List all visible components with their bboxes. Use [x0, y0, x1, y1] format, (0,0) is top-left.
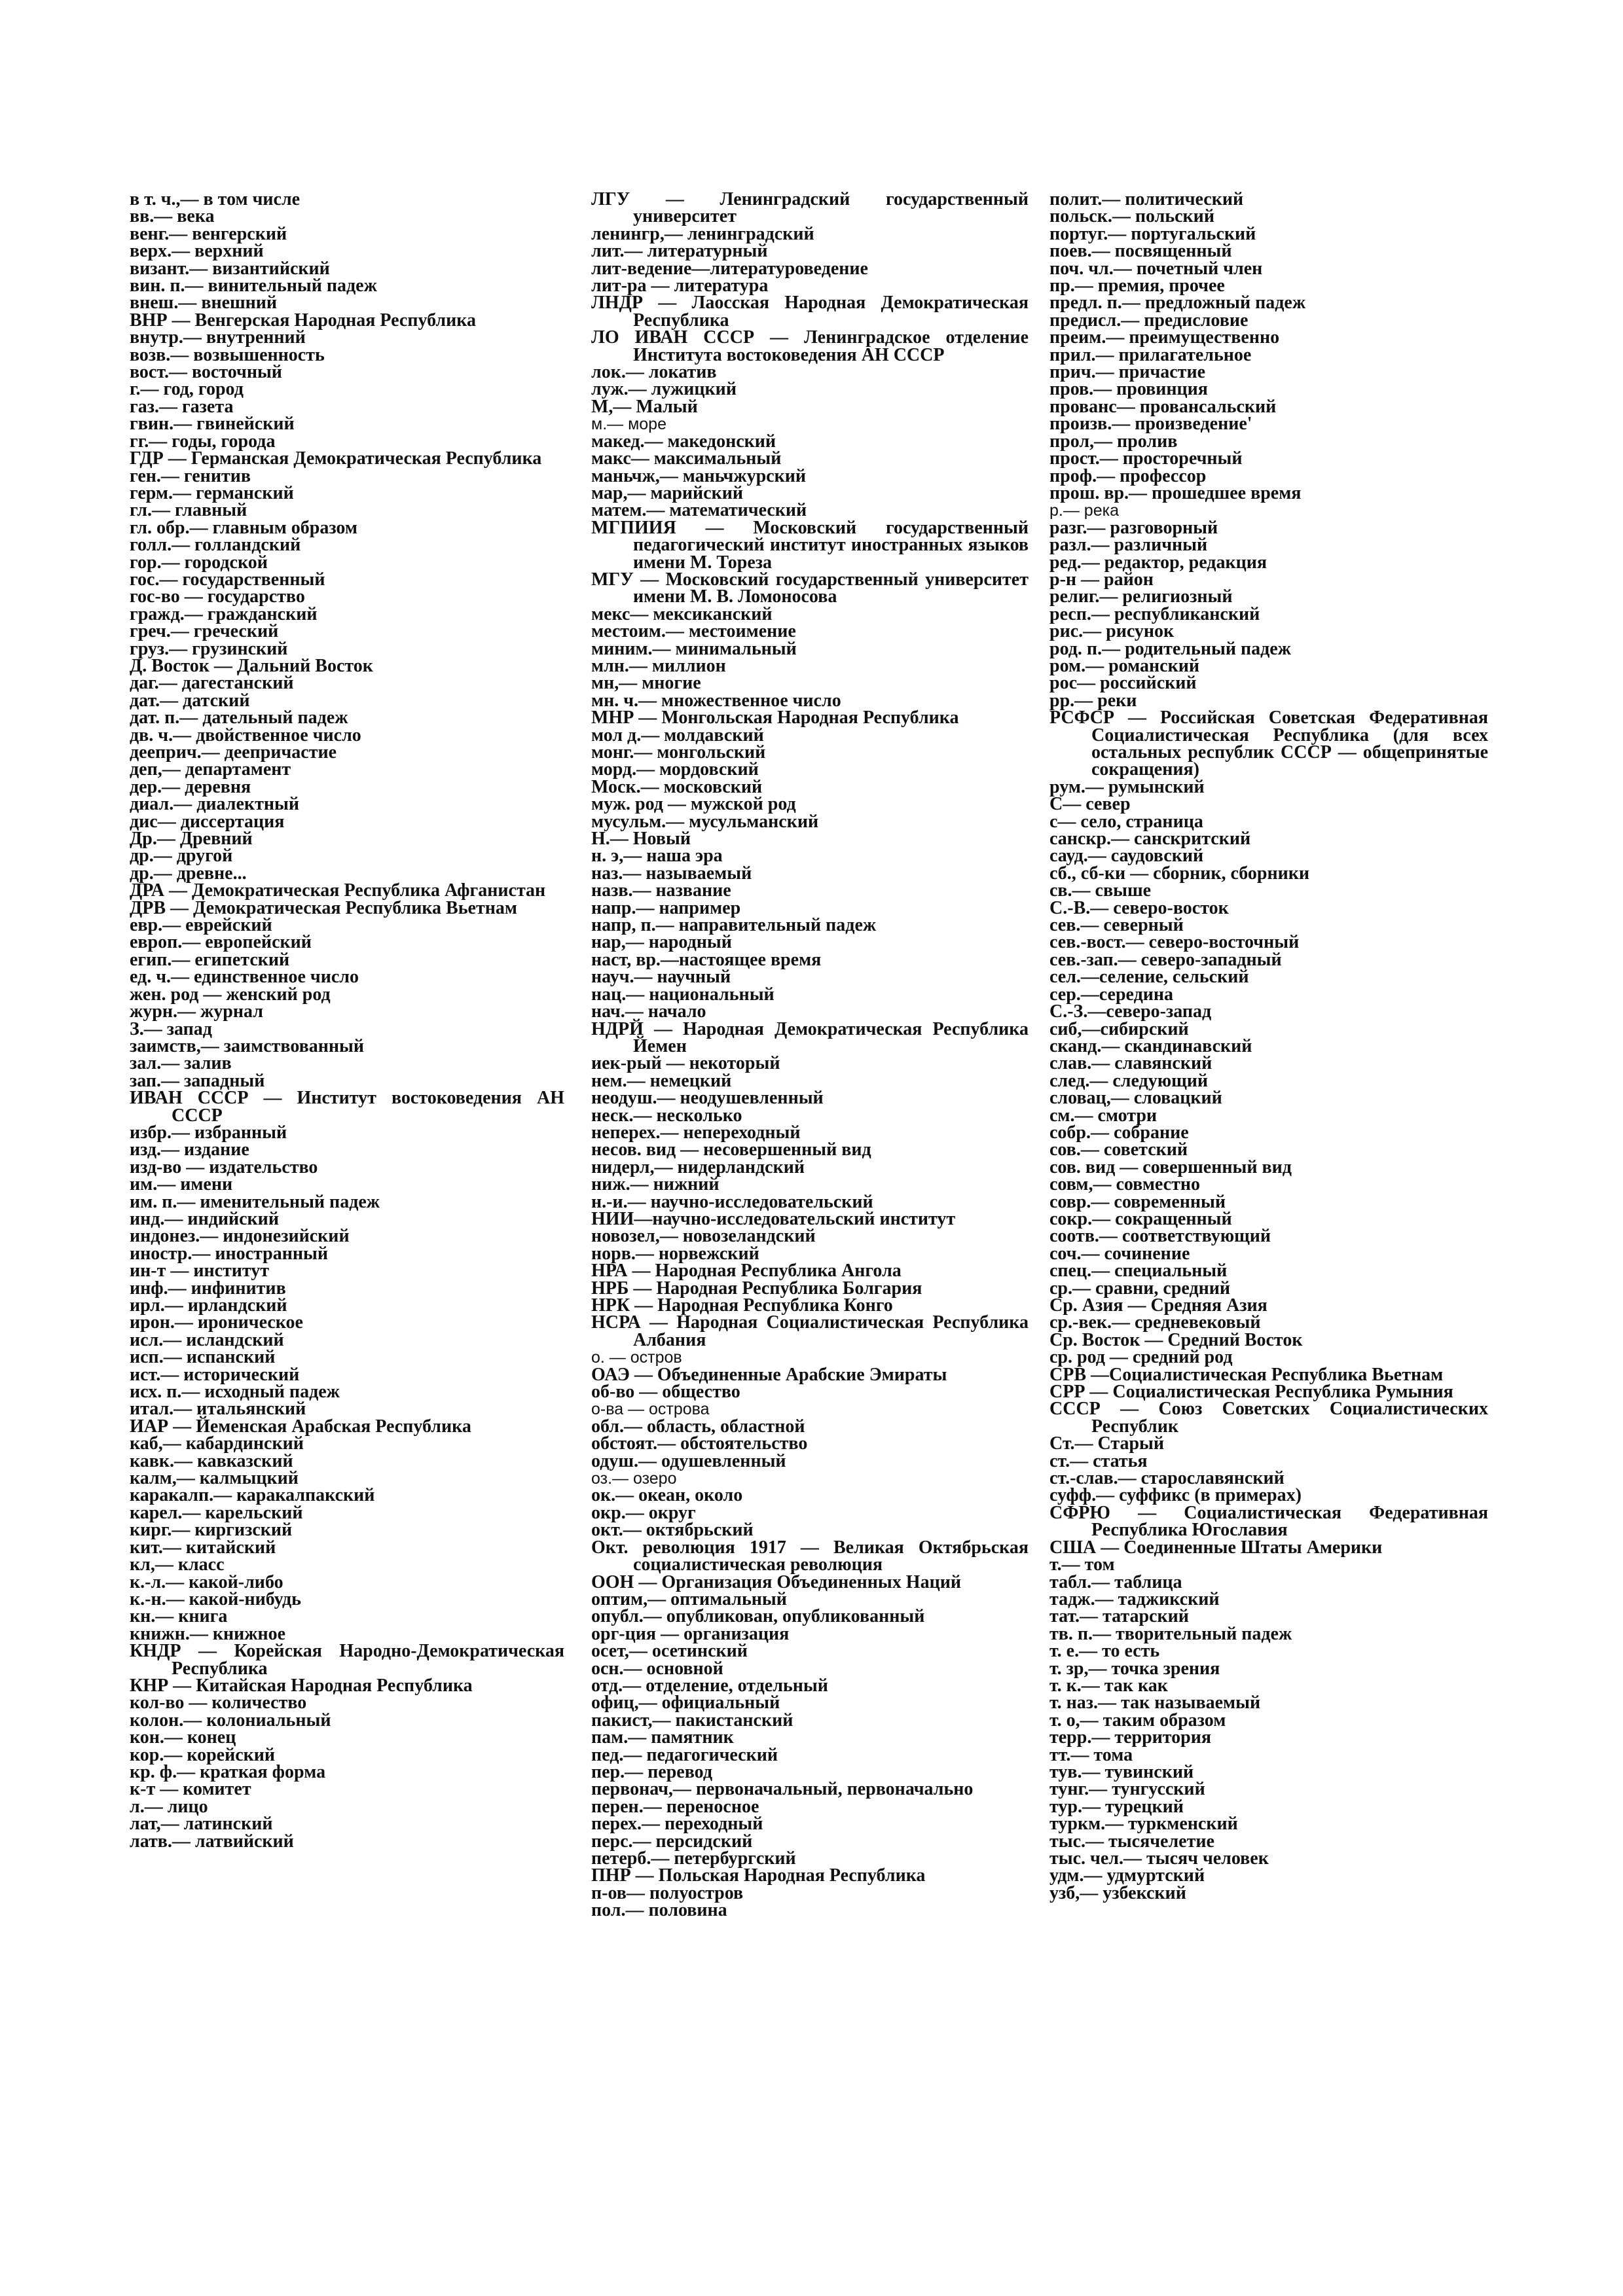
abbreviation-entry: СРР — Социалистическая Республика Румыния: [1049, 1382, 1453, 1403]
abbreviation-entry: тыс. чел.— тысяч человек: [1049, 1848, 1269, 1869]
abbreviation-entry: терр.— территория: [1049, 1727, 1212, 1748]
abbreviation-entry: Ст.— Старый: [1049, 1433, 1165, 1454]
abbreviation-entry: груз.— грузинский: [130, 638, 288, 659]
abbreviation-entry: т. е.— то есть: [1049, 1641, 1160, 1662]
abbreviation-entry: возв.— возвышенность: [130, 344, 325, 365]
abbreviation-entry: табл.— таблица: [1049, 1571, 1182, 1592]
abbreviation-entry: науч.— научный: [591, 967, 731, 988]
abbreviation-entry: о-ва — острова: [591, 1400, 710, 1419]
abbreviation-entry: инд.— индийский: [130, 1208, 279, 1229]
abbreviation-entry: сиб,—сибирский: [1049, 1018, 1189, 1039]
abbreviation-entry: гос.— государственный: [130, 569, 325, 590]
abbreviation-entry: ИВАН СССР — Институт востоковедения АН СССР: [130, 1088, 564, 1126]
abbreviation-entry: гл.— главный: [130, 500, 247, 521]
abbreviation-entry: С— север: [1049, 794, 1131, 815]
abbreviation-entry: прил.— прилагательное: [1049, 344, 1252, 365]
abbreviation-entry: ООН — Организация Объединенных Наций: [591, 1571, 961, 1592]
abbreviation-entry: макс— максимальный: [591, 448, 782, 469]
abbreviation-entry: узб,— узбекский: [1049, 1882, 1186, 1903]
abbreviation-entry: ред.— редактор, редакция: [1049, 552, 1267, 573]
abbreviation-entry: п-ов— полуостров: [591, 1882, 744, 1903]
abbreviation-entry: С.-В.— северо-восток: [1049, 897, 1229, 918]
abbreviation-entry: осн.— основной: [591, 1658, 723, 1679]
abbreviation-entry: тат.— татарский: [1049, 1606, 1189, 1627]
abbreviation-entry: НРБ — Народная Республика Болгария: [591, 1278, 922, 1299]
abbreviation-entry: сев.-зап.— северо-западный: [1049, 949, 1282, 970]
abbreviation-entry: зап.— западный: [130, 1070, 265, 1091]
abbreviation-entry: н. э,— наша эра: [591, 846, 723, 867]
abbreviation-entry: первонач,— первоначальный, первоначально: [591, 1779, 974, 1800]
abbreviation-entry: прол,— пролив: [1049, 431, 1178, 452]
abbreviation-entry: муж. род — мужской род: [591, 794, 796, 815]
abbreviation-entry: макед.— македонский: [591, 431, 776, 452]
abbreviation-entry: ст.-слав.— старославянский: [1049, 1468, 1285, 1489]
abbreviation-entry: прош. вр.— прошедшее время: [1049, 482, 1302, 503]
abbreviation-entry: С.-З.—северо-запад: [1049, 1001, 1212, 1022]
abbreviation-entry: дат.— датский: [130, 690, 250, 711]
abbreviation-entry: МГУ — Московский государственный университет имени М. В. Ломоносова: [591, 569, 1029, 607]
abbreviation-entry: егип.— египетский: [130, 949, 290, 970]
abbreviation-entry: инф.— инфинитив: [130, 1278, 286, 1299]
abbreviation-entry: Ср. Азия — Средняя Азия: [1049, 1295, 1267, 1316]
abbreviation-entry: НСРА — Народная Социалистическая Республика Албания: [591, 1312, 1029, 1350]
abbreviation-entry: гос-во — государство: [130, 586, 305, 607]
abbreviation-entry: КНДР — Корейская Народно-Демократическая Республика: [130, 1641, 564, 1679]
abbreviation-entry: маньчж,— маньчжурский: [591, 465, 806, 486]
abbreviation-entry: сел.—селение, сельский: [1049, 967, 1249, 988]
abbreviation-entry: т. о,— таким образом: [1049, 1710, 1226, 1731]
abbreviation-entry: о. — остров: [591, 1348, 682, 1367]
abbreviation-entry: герм.— германский: [130, 482, 294, 503]
abbreviation-entry: перс.— персидский: [591, 1831, 753, 1852]
abbreviation-entry: неперех.— непереходный: [591, 1122, 801, 1143]
abbreviation-entry: орг-ция — организация: [591, 1623, 790, 1644]
abbreviation-entry: Н.— Новый: [591, 829, 691, 850]
abbreviation-entry: НРК — Народная Республика Конго: [591, 1295, 893, 1316]
abbreviation-entry: ок.— океан, около: [591, 1485, 743, 1506]
abbreviation-entry: каб,— кабардинский: [130, 1433, 304, 1454]
abbreviation-entry: мар,— марийский: [591, 482, 743, 503]
abbreviation-entry: неодуш.— неодушевленный: [591, 1088, 824, 1109]
abbreviation-entry: внеш.— внешний: [130, 293, 278, 314]
abbreviation-entry: З.— запад: [130, 1018, 212, 1039]
abbreviation-entry: НРА — Народная Республика Ангола: [591, 1261, 902, 1282]
abbreviation-entry: журн.— журнал: [130, 1001, 263, 1022]
abbreviation-entry: МНР — Монгольская Народная Республика: [591, 708, 959, 728]
abbreviation-entry: прич.— причастие: [1049, 362, 1205, 383]
abbreviation-entry: кавк.— кавказский: [130, 1450, 293, 1471]
abbreviation-entry: предисл.— предисловие: [1049, 310, 1249, 331]
abbreviation-entry: ниж.— нижний: [591, 1174, 720, 1195]
abbreviation-entry: пер.— перевод: [591, 1761, 712, 1782]
abbreviation-entry: рум.— румынский: [1049, 776, 1205, 797]
abbreviation-entry: сов. вид — совершенный вид: [1049, 1157, 1292, 1177]
abbreviation-entry: тв. п.— творительный падеж: [1049, 1623, 1292, 1644]
abbreviation-entry: им. п.— именительный падеж: [130, 1191, 380, 1212]
abbreviation-entry: пров.— провинция: [1049, 379, 1208, 400]
abbreviation-entry: вв.— века: [130, 206, 215, 227]
abbreviation-entry: Др.— Древний: [130, 829, 253, 850]
abbreviation-entry: гвин.— гвинейский: [130, 414, 295, 435]
abbreviation-entry: след.— следующий: [1049, 1070, 1209, 1091]
abbreviation-entry: суфф.— суффикс (в примерах): [1049, 1485, 1302, 1506]
abbreviation-entry: ЛНДР — Лаосская Народная Демократическая Республика: [591, 293, 1029, 331]
abbreviation-entry: об-во — общество: [591, 1382, 740, 1403]
abbreviation-entry: иек-рый — некоторый: [591, 1053, 780, 1074]
abbreviation-entry: млн.— миллион: [591, 655, 726, 676]
abbreviation-entry: к.-л.— какой-либо: [130, 1571, 283, 1592]
abbreviation-entry: совр.— современный: [1049, 1191, 1226, 1212]
abbreviation-entry: каракалп.— каракалпакский: [130, 1485, 375, 1506]
abbreviation-entry: ДРВ — Демократическая Республика Вьетнам: [130, 897, 517, 918]
abbreviation-entry: в т. ч.,— в том числе: [130, 189, 301, 209]
abbreviation-entry: зал.— залив: [130, 1053, 232, 1074]
abbreviation-entry: ср.— сравни, средний: [1049, 1278, 1231, 1299]
abbreviation-entry: ИАР — Йеменская Арабская Республика: [130, 1416, 471, 1437]
abbreviation-entry: РСФСР — Российская Советская Федеративная Социалистическая Республика (для всех остальных республик СССР — общепринятые сокращения): [1049, 708, 1488, 780]
abbreviation-entry: тт.— тома: [1049, 1744, 1133, 1765]
abbreviation-entry: тадж.— таджикский: [1049, 1588, 1220, 1609]
abbreviation-entry: НДРЙ — Народная Демократическая Республика Йемен: [591, 1018, 1029, 1056]
abbreviation-entry: обстоят.— обстоятельство: [591, 1433, 808, 1454]
abbreviation-entry: евр.— еврейский: [130, 915, 272, 936]
abbreviation-entry: СФРЮ — Социалистическая Федеративная Республика Югославия: [1049, 1502, 1488, 1541]
abbreviation-entry: Д. Восток — Дальний Восток: [130, 655, 373, 676]
abbreviation-entry: матем.— математический: [591, 500, 807, 521]
abbreviation-entry: кон.— конец: [130, 1727, 236, 1748]
abbreviation-entry: вин. п.— винительный падеж: [130, 276, 377, 296]
abbreviation-entry: оз.— озеро: [591, 1469, 677, 1488]
abbreviation-entry: одуш.— одушевленный: [591, 1450, 786, 1471]
abbreviation-entry: к.-н.— какой-нибудь: [130, 1588, 301, 1609]
abbreviation-entry: ром.— романский: [1049, 655, 1199, 676]
abbreviation-entry: опубл.— опубликован, опубликованный: [591, 1606, 925, 1627]
abbreviation-entry: ист.— исторический: [130, 1364, 300, 1385]
abbreviation-entry: св.— свыше: [1049, 880, 1152, 901]
abbreviation-entry: ленингр,— ленинградский: [591, 223, 814, 244]
abbreviation-entry: гг.— годы, города: [130, 431, 276, 452]
abbreviation-entry: кр. ф.— краткая форма: [130, 1761, 326, 1782]
abbreviation-entry: сов.— советский: [1049, 1139, 1188, 1160]
abbreviation-entry: даг.— дагестанский: [130, 673, 294, 694]
abbreviation-entry: дис— диссертация: [130, 811, 285, 832]
abbreviation-entry: религ.— религиозный: [1049, 586, 1233, 607]
abbreviation-entry: венг.— венгерский: [130, 223, 287, 244]
abbreviation-entry: гражд.— гражданский: [130, 603, 318, 624]
abbreviation-entry: нем.— немецкий: [591, 1070, 732, 1091]
abbreviation-entry: совм,— совместно: [1049, 1174, 1200, 1195]
abbreviation-entry: КНР — Китайская Народная Республика: [130, 1675, 473, 1696]
abbreviation-entry: Ср. Восток — Средний Восток: [1049, 1329, 1303, 1350]
abbreviation-entry: кл,— класс: [130, 1554, 225, 1575]
abbreviation-entry: европ.— европейский: [130, 932, 312, 953]
abbreviation-entry: напр.— например: [591, 897, 741, 918]
abbreviation-entry: лок.— локатив: [591, 362, 717, 383]
abbreviation-entry: рис.— рисунок: [1049, 621, 1175, 642]
abbreviation-entry: перех.— переходный: [591, 1814, 763, 1835]
abbreviation-entry: заимств,— заимствованный: [130, 1035, 365, 1056]
abbreviation-entry: вост.— восточный: [130, 362, 282, 383]
abbreviation-entry: колон.— колониальный: [130, 1710, 331, 1731]
abbreviation-entry: газ.— газета: [130, 396, 234, 417]
abbreviation-entry: преим.— преимущественно: [1049, 327, 1280, 348]
abbreviation-entry: дв. ч.— двойственное число: [130, 725, 361, 745]
abbreviation-entry: МГПИИЯ — Московский государственный педагогический институт иностранных языков имени М. Тореза: [591, 517, 1029, 573]
abbreviation-entry: нидерл,— нидерландский: [591, 1157, 805, 1177]
abbreviation-entry: т. зр,— точка зрения: [1049, 1658, 1220, 1679]
abbreviation-entry: калм,— калмыцкий: [130, 1468, 299, 1489]
abbreviation-entry: ст.— статья: [1049, 1450, 1148, 1471]
abbreviation-entry: мн. ч.— множественное число: [591, 690, 841, 711]
abbreviation-entry: разл.— различный: [1049, 535, 1208, 556]
abbreviation-entry: проф.— профессор: [1049, 465, 1207, 486]
abbreviation-entry: г.— год, город: [130, 379, 244, 400]
abbreviation-entry: напр, п.— направительный падеж: [591, 915, 877, 936]
abbreviation-entry: сев.-вост.— северо-восточный: [1049, 932, 1300, 953]
abbreviation-entry: кол-во — количество: [130, 1693, 307, 1713]
abbreviation-entry: наз.— называемый: [591, 863, 752, 884]
abbreviation-entry: мн,— многие: [591, 673, 701, 694]
abbreviation-entry: отд.— отделение, отдельный: [591, 1675, 828, 1696]
abbreviation-entry: визант.— византийский: [130, 258, 330, 279]
abbreviation-entry: произв.— произведение': [1049, 414, 1252, 435]
abbreviation-entry: т.— том: [1049, 1554, 1115, 1575]
abbreviation-entry: др.— древне...: [130, 863, 247, 884]
abbreviation-entry: с— село, страница: [1049, 811, 1203, 832]
abbreviation-entry: несов. вид — несовершенный вид: [591, 1139, 871, 1160]
abbreviation-entry: нар,— народный: [591, 932, 732, 953]
abbreviation-entry: США — Соединенные Штаты Америки: [1049, 1537, 1383, 1558]
abbreviation-entry: диал.— диалектный: [130, 794, 299, 815]
abbreviation-entry: исх. п.— исходный падеж: [130, 1382, 340, 1403]
abbreviation-entry: осет,— осетинский: [591, 1641, 748, 1662]
abbreviations-column-2: [591, 191, 1029, 1920]
abbreviation-entry: пед.— педагогический: [591, 1744, 778, 1765]
abbreviation-entry: кн.— книга: [130, 1606, 228, 1627]
abbreviation-entry: сауд.— саудовский: [1049, 846, 1204, 867]
abbreviation-entry: р.— река: [1049, 501, 1119, 520]
abbreviation-entry: мол д.— молдавский: [591, 725, 764, 745]
abbreviation-entry: туркм.— туркменский: [1049, 1814, 1238, 1835]
abbreviation-entry: избр.— избранный: [130, 1122, 287, 1143]
abbreviation-entry: книжн.— книжное: [130, 1623, 286, 1644]
abbreviation-entry: лат,— латинский: [130, 1814, 273, 1835]
abbreviation-entry: ирл.— ирландский: [130, 1295, 287, 1316]
abbreviation-entry: сер.—середина: [1049, 984, 1174, 1005]
abbreviation-entry: соч.— сочинение: [1049, 1243, 1190, 1264]
abbreviation-entry: изд.— издание: [130, 1139, 249, 1160]
abbreviation-entry: М,— Малый: [591, 396, 698, 417]
abbreviation-entry: лит-ра — литература: [591, 276, 769, 296]
abbreviation-entry: луж.— лужицкий: [591, 379, 737, 400]
abbreviation-entry: гор.— городской: [130, 552, 268, 573]
abbreviation-entry: сканд.— скандинавский: [1049, 1035, 1252, 1056]
abbreviation-entry: ГДР — Германская Демократическая Республика: [130, 448, 542, 469]
abbreviation-entry: мусульм.— мусульманский: [591, 811, 819, 832]
abbreviation-entry: удм.— удмуртский: [1049, 1865, 1205, 1886]
abbreviation-entry: слав.— славянский: [1049, 1053, 1213, 1074]
abbreviation-entry: собр.— собрание: [1049, 1122, 1189, 1143]
abbreviation-entry: ген.— генитив: [130, 465, 251, 486]
abbreviation-entry: петерб.— петербургский: [591, 1848, 796, 1869]
abbreviation-entry: санскр.— санскритский: [1049, 829, 1251, 850]
abbreviation-entry: кит.— китайский: [130, 1537, 276, 1558]
abbreviation-entry: разг.— разговорный: [1049, 517, 1218, 538]
abbreviation-entry: наст, вр.—настоящее время: [591, 949, 822, 970]
abbreviation-entry: к-т — комитет: [130, 1779, 251, 1800]
abbreviation-entry: т. наз.— так называемый: [1049, 1693, 1261, 1713]
abbreviation-entry: поч. чл.— почетный член: [1049, 258, 1263, 279]
abbreviation-entry: ДРА — Демократическая Республика Афганистан: [130, 880, 546, 901]
abbreviation-entry: норв.— норвежский: [591, 1243, 759, 1264]
abbreviation-entry: т. к.— так как: [1049, 1675, 1168, 1696]
abbreviation-entry: респ.— республиканский: [1049, 603, 1260, 624]
abbreviation-entry: обл.— область, областной: [591, 1416, 805, 1437]
abbreviation-entry: нац.— национальный: [591, 984, 775, 1005]
abbreviations-column-3: [1049, 191, 1488, 1902]
abbreviation-entry: словац,— словацкий: [1049, 1088, 1222, 1109]
abbreviation-entry: миним.— минимальный: [591, 638, 797, 659]
abbreviation-entry: окт.— октябрьский: [591, 1520, 754, 1541]
abbreviation-entry: пр.— премия, прочее: [1049, 276, 1225, 296]
abbreviation-entry: ирон.— ироническое: [130, 1312, 303, 1333]
abbreviation-entry: пол.— половина: [591, 1900, 727, 1921]
abbreviation-entry: тув.— тувинский: [1049, 1761, 1194, 1782]
abbreviation-entry: предл. п.— предложный падеж: [1049, 293, 1306, 314]
abbreviations-column-1: [130, 191, 564, 1850]
abbreviation-entry: местоим.— местоимение: [591, 621, 796, 642]
abbreviation-entry: окр.— округ: [591, 1502, 696, 1523]
abbreviation-entry: ср. род — средний род: [1049, 1347, 1233, 1368]
abbreviation-entry: нач.— начало: [591, 1001, 706, 1022]
abbreviation-entry: тыс.— тысячелетие: [1049, 1831, 1214, 1852]
abbreviation-entry: Окт. революция 1917 — Великая Октябрьская социалистическая революция: [591, 1537, 1029, 1575]
abbreviation-entry: прост.— просторечный: [1049, 448, 1243, 469]
abbreviation-entry: см.— смотри: [1049, 1105, 1158, 1126]
abbreviation-entry: сокр.— сокращенный: [1049, 1208, 1232, 1229]
abbreviation-entry: монг.— монгольский: [591, 742, 766, 762]
abbreviation-entry: верх.— верхний: [130, 241, 264, 262]
abbreviation-entry: оптим,— оптимальный: [591, 1588, 787, 1609]
abbreviation-entry: кор.— корейский: [130, 1744, 276, 1765]
abbreviation-entry: неск.— несколько: [591, 1105, 742, 1126]
abbreviation-entry: полит.— политический: [1049, 189, 1244, 209]
abbreviation-entry: н.-и.— научно-исследовательский: [591, 1191, 873, 1212]
abbreviation-entry: дер.— деревня: [130, 776, 251, 797]
abbreviation-entry: л.— лицо: [130, 1796, 208, 1817]
abbreviation-entry: пакист,— пакистанский: [591, 1710, 793, 1731]
abbreviation-entry: тур.— турецкий: [1049, 1796, 1184, 1817]
abbreviation-entry: тунг.— тунгусский: [1049, 1779, 1205, 1800]
abbreviation-entry: португ.— португальский: [1049, 223, 1256, 244]
abbreviation-entry: иностр.— иностранный: [130, 1243, 328, 1264]
abbreviation-entry: прованс— провансальский: [1049, 396, 1277, 417]
abbreviation-entry: мекс— мексиканский: [591, 603, 773, 624]
abbreviation-entry: соотв.— соответствующий: [1049, 1226, 1271, 1247]
abbreviation-entry: ПНР — Польская Народная Республика: [591, 1865, 926, 1886]
abbreviation-entry: итал.— итальянский: [130, 1399, 306, 1420]
abbreviation-entry: новозел,— новозеландский: [591, 1226, 816, 1247]
abbreviation-entry: др.— другой: [130, 846, 233, 867]
abbreviation-entry: СРВ —Социалистическая Республика Вьетнам: [1049, 1364, 1444, 1385]
abbreviation-entry: польск.— польский: [1049, 206, 1214, 227]
abbreviation-entry: поев.— посвященный: [1049, 241, 1232, 262]
abbreviation-entry: дееприч.— деепричастие: [130, 742, 337, 762]
abbreviation-entry: исп.— испанский: [130, 1347, 276, 1368]
abbreviation-entry: сев.— северный: [1049, 915, 1184, 936]
abbreviation-entry: голл.— голландский: [130, 535, 301, 556]
abbreviation-entry: латв.— латвийский: [130, 1831, 294, 1852]
abbreviation-entry: спец.— специальный: [1049, 1261, 1228, 1282]
abbreviation-entry: сб., сб-ки — сборник, сборники: [1049, 863, 1310, 884]
abbreviation-entry: НИИ—научно-исследовательский институт: [591, 1208, 956, 1229]
abbreviation-entry: род. п.— родительный падеж: [1049, 638, 1291, 659]
abbreviation-entry: карел.— карельский: [130, 1502, 303, 1523]
abbreviation-entry: пам.— памятник: [591, 1727, 734, 1748]
abbreviation-entry: морд.— мордовский: [591, 759, 759, 780]
abbreviation-entry: гл. обр.— главным образом: [130, 517, 357, 538]
abbreviation-entry: деп,— департамент: [130, 759, 291, 780]
abbreviation-entry: рр.— реки: [1049, 690, 1137, 711]
abbreviation-entry: ед. ч.— единственное число: [130, 967, 359, 988]
abbreviation-entry: ин-т — институт: [130, 1261, 270, 1282]
abbreviation-entry: им.— имени: [130, 1174, 233, 1195]
abbreviation-entry: перен.— переносное: [591, 1796, 759, 1817]
abbreviation-entry: лит-ведение—литературоведение: [591, 258, 868, 279]
abbreviation-entry: исл.— исландский: [130, 1329, 284, 1350]
abbreviation-entry: лит.— литературный: [591, 241, 768, 262]
abbreviation-entry: офиц,— официальный: [591, 1693, 780, 1713]
abbreviation-entry: р-н — район: [1049, 569, 1154, 590]
abbreviation-entry: изд-во — издательство: [130, 1157, 318, 1177]
abbreviation-entry: назв.— название: [591, 880, 731, 901]
abbreviation-entry: жен. род — женский род: [130, 984, 331, 1005]
abbreviation-entry: Моск.— московский: [591, 776, 763, 797]
abbreviation-entry: ср.-век.— средневековый: [1049, 1312, 1261, 1333]
abbreviation-entry: ВНР — Венгерская Народная Республика: [130, 310, 476, 331]
abbreviation-entry: рос— российский: [1049, 673, 1197, 694]
abbreviation-entry: кирг.— киргизский: [130, 1520, 293, 1541]
abbreviation-entry: дат. п.— дательный падеж: [130, 708, 348, 728]
abbreviation-entry: СССР — Союз Советских Социалистических Республик: [1049, 1399, 1488, 1437]
abbreviation-entry: индонез.— индонезийский: [130, 1226, 350, 1247]
abbreviation-entry: ОАЭ — Объединенные Арабские Эмираты: [591, 1364, 947, 1385]
abbreviation-entry: внутр.— внутренний: [130, 327, 306, 348]
abbreviation-entry: м.— море: [591, 415, 666, 434]
abbreviation-entry: ЛО ИВАН СССР — Ленинградское отделение Института востоковедения АН СССР: [591, 327, 1029, 365]
abbreviation-entry: греч.— греческий: [130, 621, 279, 642]
abbreviation-entry: ЛГУ — Ленинградский государственный университет: [591, 189, 1029, 227]
